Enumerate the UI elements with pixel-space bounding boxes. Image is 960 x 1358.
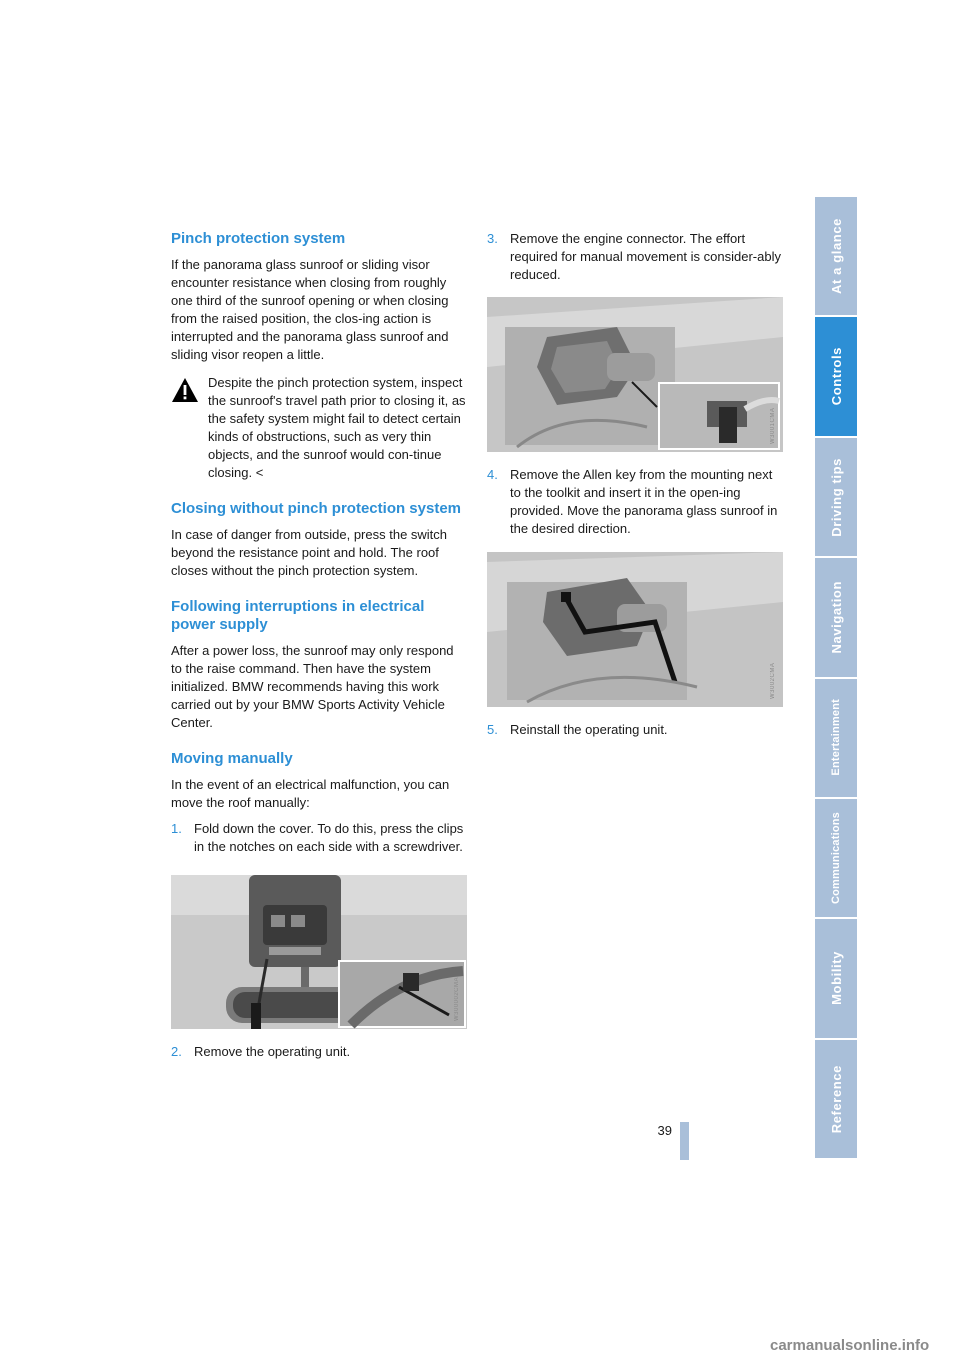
manual-steps-right-3 [487,721,783,739]
right-column [487,230,783,739]
tab-controls[interactable]: Controls [815,317,857,437]
interruptions-body: After a power loss, the sunroof may only respond to the raise command. Then have the system initialized. BMW recommends having this work carried out by your BMW Sports Activity Vehicle Center. [171,643,454,730]
page-marker-bar [680,1122,689,1160]
figure-cover-removal [171,875,467,1029]
cover-removal-illustration [171,875,467,1029]
manual-steps-left [171,820,467,856]
step-number: 5. [487,722,498,737]
tab-mobility[interactable]: Mobility [815,919,857,1039]
footer-watermark: carmanualsonline.info [770,1337,930,1354]
step-2 [171,1043,467,1061]
step-text: Remove the Allen key from the mounting next to the toolkit and insert it in the open-ing provided. Move the panorama glass sunroof in the desired direction. [510,467,778,536]
tab-communications[interactable]: Communications [815,799,857,919]
tab-navigation[interactable]: Navigation [815,558,857,678]
manual-steps-right [487,230,783,284]
closing-without-heading: Closing without pinch protection system [171,500,462,517]
tab-reference[interactable]: Reference [815,1040,857,1160]
pinch-warning [171,374,467,482]
allen-key-illustration [487,552,783,707]
warning-icon [171,377,199,403]
figure-code: W300002CMA [454,976,460,1021]
left-column [171,230,467,1061]
step-number: 3. [487,231,498,246]
step-text: Reinstall the operating unit. [510,722,668,737]
step-text: Remove the operating unit. [194,1044,351,1059]
figure-allen-key [487,552,783,707]
step-number: 4. [487,467,498,482]
figure-engine-connector [487,297,783,452]
step-text: Fold down the cover. To do this, press the clips in the notches on each side with a screwdriver. [194,821,464,854]
figure-code: W3002CMA [770,662,776,699]
tab-entertainment[interactable]: Entertainment [815,679,857,799]
step-5 [487,721,783,739]
manual-intro: In the event of an electrical malfunction, you can move the roof manually: [171,777,450,810]
step-number: 1. [171,821,182,836]
manual-steps-left-2 [171,1043,467,1061]
tab-driving-tips[interactable]: Driving tips [815,438,857,558]
interruptions-heading: Following interruptions in electrical power supply [171,598,425,633]
warning-text: Despite the pinch protection system, inspect the sunroof's travel path prior to closing it, as the safety system might fail to detect certain kinds of obstructions, such as very thin objects, and the sunroof would con-tinue closing. < [208,375,466,480]
figure-code: W3001CMA [770,407,776,444]
chapter-sidebar [815,197,857,1160]
engine-connector-illustration [487,297,783,452]
closing-without-body: In case of danger from outside, press the switch beyond the resistance point and hold. The roof closes without the pinch protection system. [171,527,448,578]
step-number: 2. [171,1044,182,1059]
pinch-body: If the panorama glass sunroof or sliding visor encounter resistance when closing from roughly one third of the sunroof opening or when closing from the raised position, the clos-ing action is interrupted and the panorama glass sunroof and sliding visor reopen a little. [171,257,449,362]
end-marker: < [255,465,264,480]
step-1 [171,820,467,856]
manual-steps-right-2 [487,466,783,538]
step-text: Remove the engine connector. The effort required for manual movement is consider-ably reduced. [510,231,781,282]
manual-heading: Moving manually [171,750,293,767]
step-4 [487,466,783,538]
page-number: 39 [657,1123,672,1138]
pinch-heading: Pinch protection system [171,230,346,247]
tab-at-a-glance[interactable]: At a glance [815,197,857,317]
step-3 [487,230,783,284]
